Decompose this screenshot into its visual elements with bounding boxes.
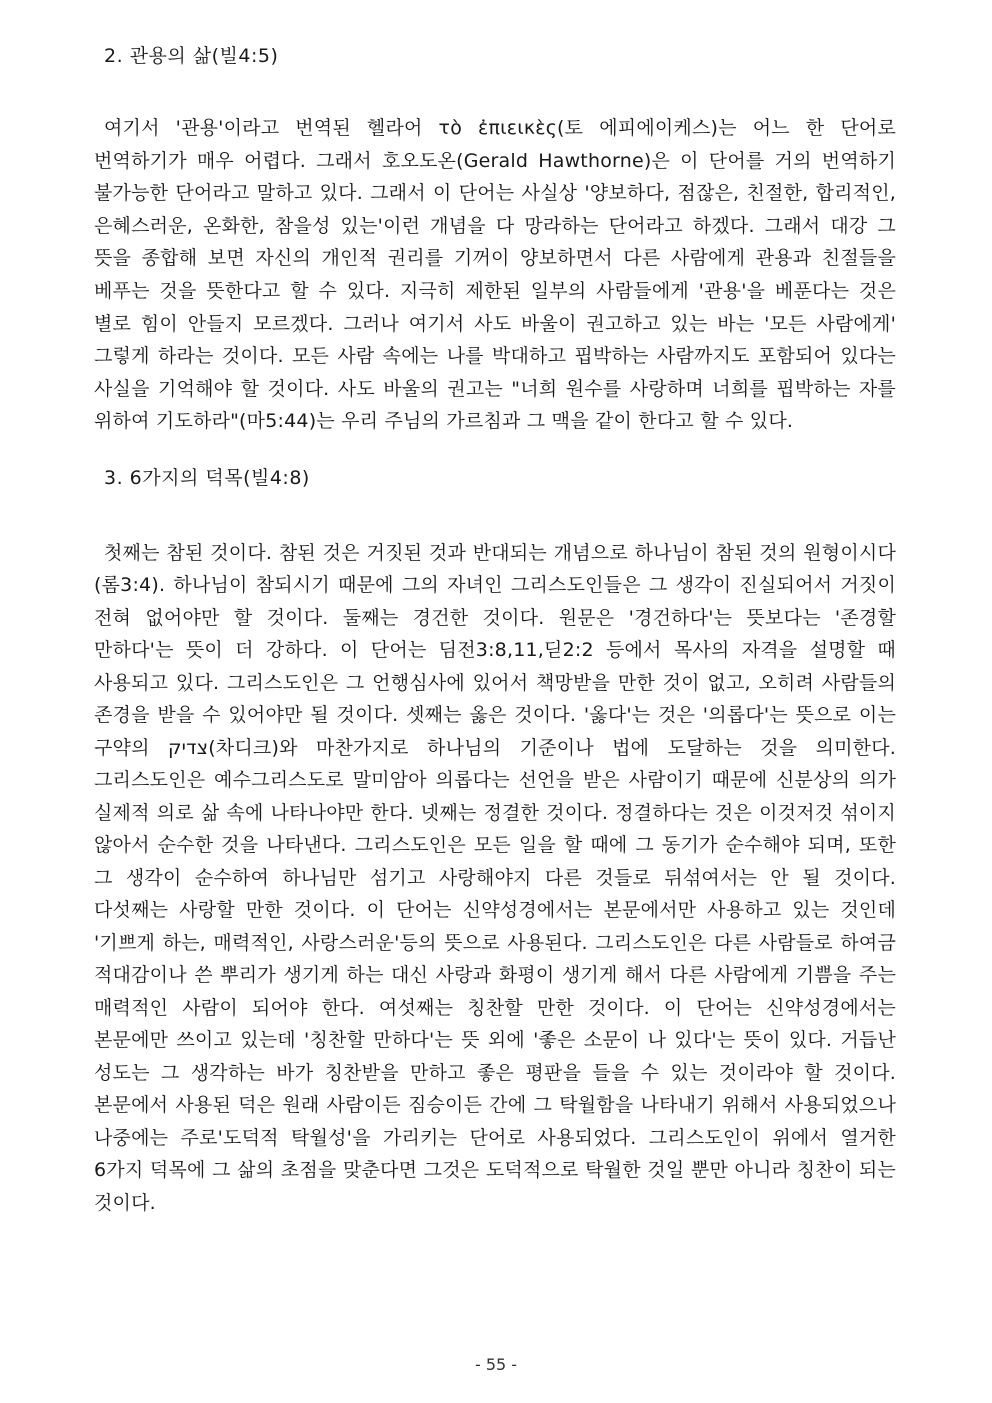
page-number: - 55 - <box>474 1355 518 1374</box>
section-3-heading: 3. 6가지의 덕목(빌4:8) <box>104 466 310 489</box>
section-3-paragraph: 첫째는 참된 것이다. 참된 것은 거짓된 것과 반대되는 개념으로 하나님이 참된 것의 원형이시다(롬3:4). 하나님이 참되시기 때문에 그의 자녀인 그리스도인들은 그 생각이 진실되어서 거짓이 전혀 없어야만 할 것이다. 둘째는 경건한 것이다. 원문은 '경건하다'는 뜻보다는 '존경할 만하다'는 뜻이 더 강하다. 이 단어는 딤전3:8,11,딛2:2 등에서 목사의 자격을 설명할 때 사용되고 있다. 그리스도인은 그 언행심사에 있어서 책망받을 만한 것이 없고, 오히려 사람들의 존경을 받을 수 있어야만 될 것이다. 셋째는 옳은 것이다. '옳다'는 것은 '의롭다'는 뜻으로 이는 구약의 צדיק(차디크)와 마찬가지로 하나님의 기준이나 법에 도달하는 것을 의미한다. 그리스도인은 예수그리스도로 말미암아 의롭다는 선언을 받은 사람이기 때문에 신분상의 의가 실제적 의로 삶 속에 나타나야만 한다. 넷째는 정결한 것이다. 정결하다는 것은 이것저것 섞이지 않아서 순수한 것을 나타낸다. 그리스도인은 모든 일을 할 때에 그 동기가 순수해야 되며, 또한 그 생각이 순수하여 하나님만 섬기고 사랑해야지 다른 것들로 뒤섞여서는 안 될 것이다. 다섯째는 사랑할 만한 것이다. 이 단어는 신약성경에서는 본문에서만 사용하고 있는 것인데 '기쁘게 하는, 매력적인, 사랑스러운'등의 뜻으로 사용된다. 그리스도인은 다른 사람들로 하여금 적대감이나 쓴 뿌리가 생기게 하는 대신 사랑과 화평이 생기게 해서 다른 사람에게 기쁨을 주는 매력적인 사람이 되어야 한다. 여섯째는 칭찬할 만한 것이다. 이 단어는 신약성경에서는 본문에만 쓰이고 있는데 '칭찬할 만하다'는 뜻 외에 '좋은 소문이 나 있다'는 뜻이 있다. 거듭난 성도는 그 생각하는 바가 칭찬받을 만하고 좋은 평판을 들을 수 있는 것이라야 할 것이다. 본문에서 사용된 덕은 원래 사람이든 짐승이든 간에 그 탁월함을 나타내기 위해서 사용되었으나 나중에는 주로'도덕적 탁월성'을 가리키는 단어로 사용되었다. 그리스도인이 위에서 열거한 6가지 덕목에 그 삶의 초점을 맞춘다면 그것은 도덕적으로 탁월한 것일 뿐만 아니라 칭찬이 되는 것이다. <box>94 541 896 1214</box>
section-2-paragraph: 여기서 '관용'이라고 번역된 헬라어 τὸ ἐπιεικὲς(토 에피에이케스)는 어느 한 단어로 번역하기가 매우 어렵다. 그래서 호오도온(Gerald Hawthorne)은 이 단어를 거의 번역하기 불가능한 단어라고 말하고 있다. 그래서 이 단어는 사실상 '양보하다, 점잖은, 친절한, 합리적인, 은혜스러운, 온화한, 참을성 있는'이런 개념을 다 망라하는 단어라고 하겠다. 그래서 대강 그 뜻을 종합해 보면 자신의 개인적 권리를 기꺼이 양보하면서 다른 사람에게 관용과 친절들을 베푸는 것을 뜻한다고 할 수 있다. 지극히 제한된 일부의 사람들에게 '관용'을 베푼다는 것은 별로 힘이 안들지 모르겠다. 그러나 여기서 사도 바울이 권고하고 있는 바는 '모든 사람에게' 그렇게 하라는 것이다. 모든 사람 속에는 나를 박대하고 핍박하는 사람까지도 포함되어 있다는 사실을 기억해야 할 것이다. 사도 바울의 권고는 "너희 원수를 사랑하며 너희를 핍박하는 자를 위하여 기도하라"(마5:44)는 우리 주님의 가르침과 그 맥을 같이 한다고 할 수 있다. <box>94 117 896 433</box>
document-page <box>94 40 896 1219</box>
section-2-heading: 2. 관용의 삶(빌4:5) <box>104 45 279 67</box>
